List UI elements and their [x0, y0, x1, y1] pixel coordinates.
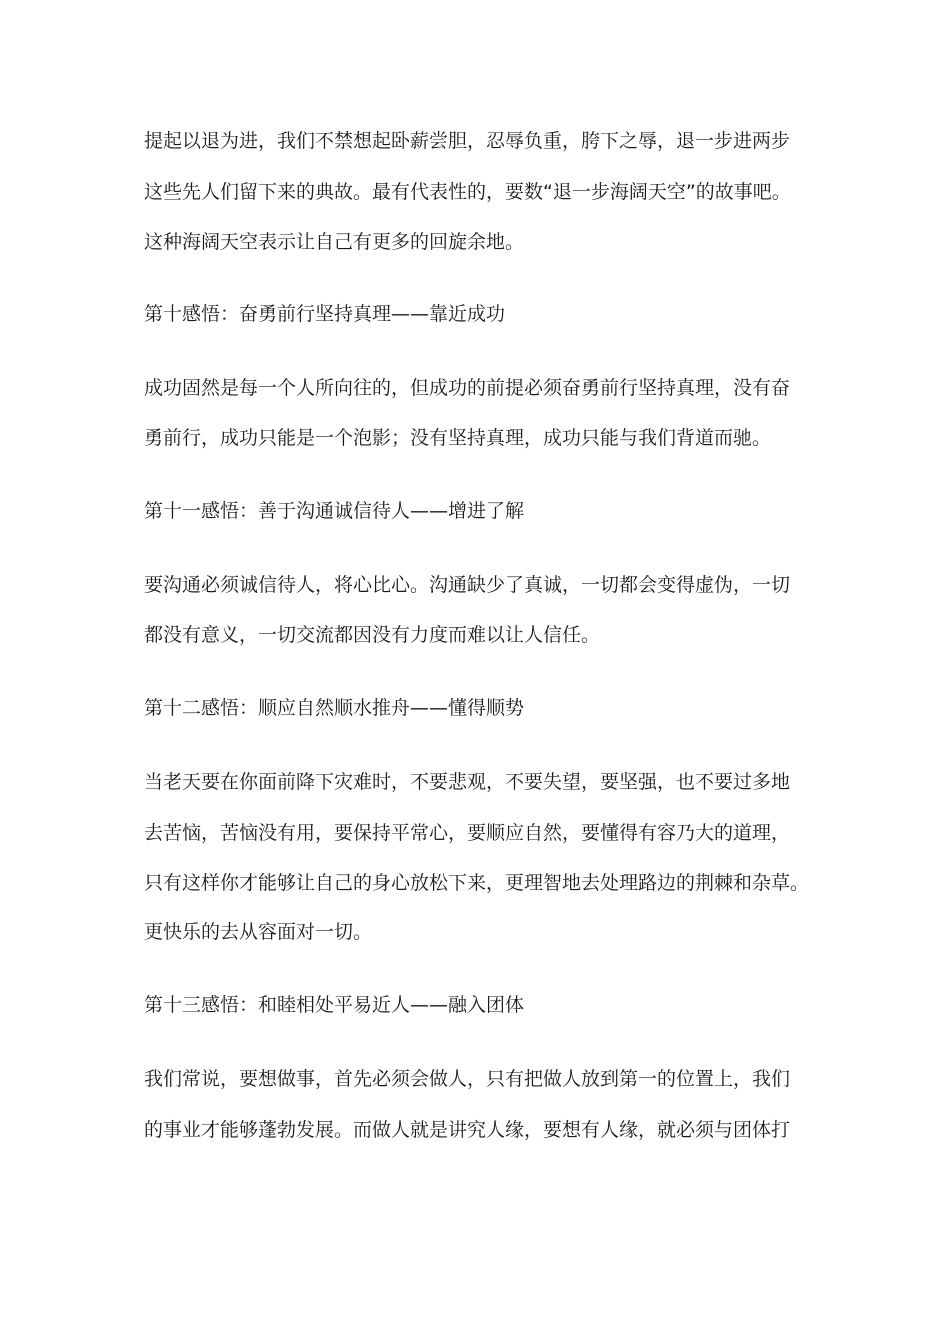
paragraph-line: 当老天要在你面前降下灾难时，不要悲观，不要失望，要坚强，也不要过多地 — [144, 771, 791, 793]
paragraph-line: 我们常说，要想做事，首先必须会做人，只有把做人放到第一的位置上，我们 — [144, 1068, 791, 1090]
paragraph-line: 勇前行，成功只能是一个泡影；没有坚持真理，成功只能与我们背道而驰。 — [144, 427, 772, 449]
section-heading: 第十三感悟：和睦相处平易近人——融入团体 — [144, 994, 525, 1016]
paragraph-line: 只有这样你才能够让自己的身心放松下来，更理智地去处理路边的荆棘和杂草。 — [144, 872, 810, 894]
paragraph-line: 提起以退为进，我们不禁想起卧薪尝胆，忍辱负重，胯下之辱，退一步进两步 — [144, 130, 791, 152]
paragraph-line: 成功固然是每一个人所向往的，但成功的前提必须奋勇前行坚持真理，没有奋 — [144, 377, 791, 399]
section-heading: 第十一感悟：善于沟通诚信待人——增进了解 — [144, 500, 525, 522]
paragraph-line: 都没有意义，一切交流都因没有力度而难以让人信任。 — [144, 624, 601, 646]
paragraph-line: 这些先人们留下来的典故。最有代表性的，要数“退一步海阔天空”的故事吧。 — [144, 181, 791, 203]
paragraph-line: 要沟通必须诚信待人，将心比心。沟通缺少了真诚，一切都会变得虚伪，一切 — [144, 574, 791, 596]
paragraph-line: 这种海阔天空表示让自己有更多的回旋余地。 — [144, 231, 525, 253]
section-heading: 第十感悟：奋勇前行坚持真理——靠近成功 — [144, 303, 506, 325]
paragraph-line: 的事业才能够蓬勃发展。而做人就是讲究人缘，要想有人缘，就必须与团体打 — [144, 1119, 791, 1141]
paragraph-line: 去苦恼，苦恼没有用，要保持平常心，要顺应自然，要懂得有容乃大的道理， — [144, 822, 791, 844]
paragraph-line: 更快乐的去从容面对一切。 — [144, 921, 373, 943]
section-heading: 第十二感悟：顺应自然顺水推舟——懂得顺势 — [144, 697, 525, 719]
